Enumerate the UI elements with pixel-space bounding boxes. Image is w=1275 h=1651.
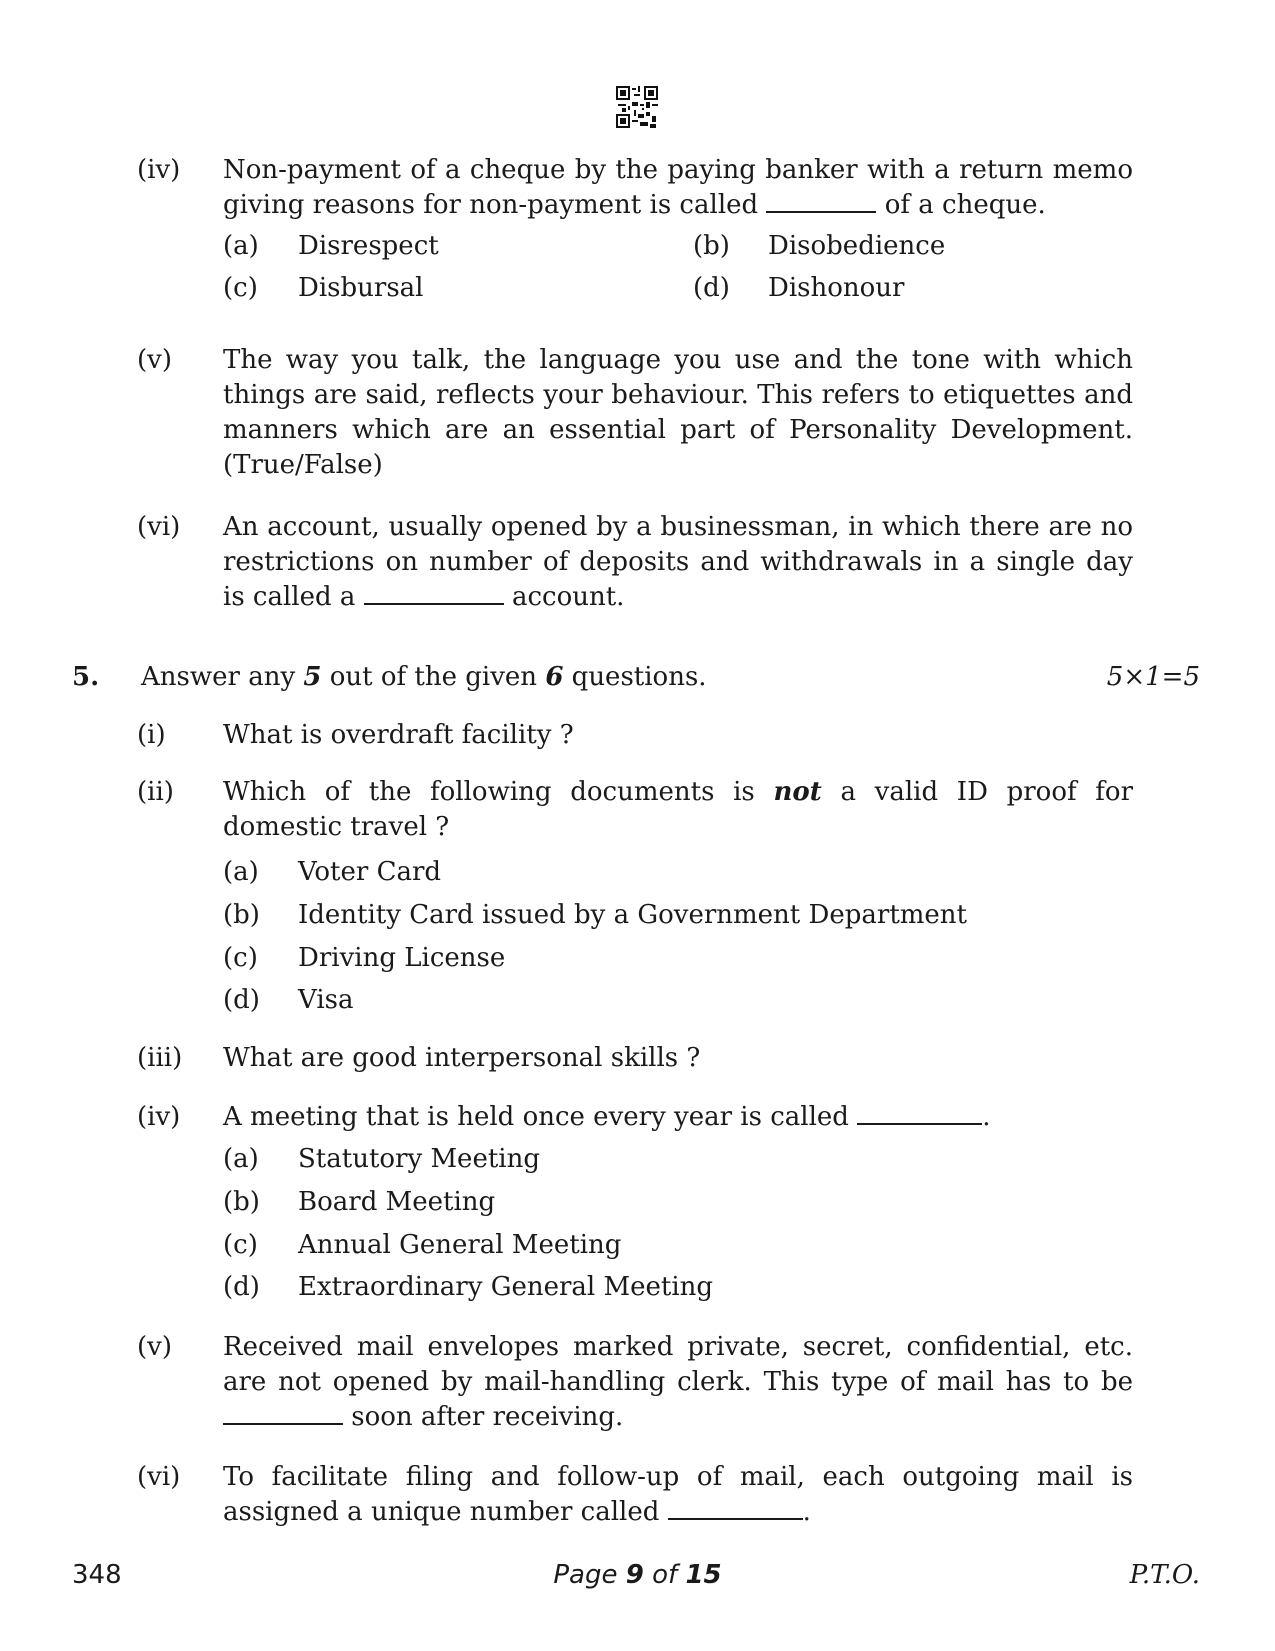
question-number: (iv)	[137, 155, 181, 185]
pto-label: P.T.O.	[1129, 1560, 1200, 1590]
question-text: To facilitate filing and follow-up of mail, each outgoing mail is assigned a unique number called .	[223, 1462, 1133, 1527]
question-number: (i)	[137, 720, 166, 750]
question-text: The way you talk, the language you use and the tone with which things are said, reflects your behaviour. This refers to etiquettes and manners which are an essential part of Personality Development. (True/False)	[223, 345, 1133, 480]
question-number: (iii)	[137, 1043, 183, 1073]
section-number: 5.	[72, 662, 100, 692]
question-number: (ii)	[137, 777, 174, 807]
question-text: Which of the following documents is not a valid ID proof for domestic travel ?	[223, 777, 1134, 842]
section-instruction: Answer any 5 out of the given 6 questions.	[141, 662, 707, 692]
section-marks: 5×1=5	[1106, 662, 1200, 692]
page-number: Page 9 of 15	[553, 1560, 722, 1590]
question-number: (vi)	[137, 512, 181, 542]
qr-code	[616, 86, 658, 128]
question-text: An account, usually opened by a businessman, in which there are no restrictions on number of deposits and withdrawals in a single day is called a account.	[223, 512, 1133, 612]
answer-blank	[766, 189, 876, 213]
answer-blank	[857, 1101, 982, 1125]
answer-blank	[364, 581, 504, 605]
question-text: Received mail envelopes marked private, secret, confidential, etc. are not opened by mail-handling clerk. This type of mail has to be soon after receiving.	[223, 1332, 1133, 1432]
question-text: What is overdraft facility ?	[223, 720, 574, 750]
paper-code: 348	[72, 1560, 122, 1590]
question-number: (v)	[137, 1332, 172, 1362]
question-number: (iv)	[137, 1102, 181, 1132]
question-text: A meeting that is held once every year is called .	[223, 1102, 991, 1132]
question-text: Non-payment of a cheque by the paying banker with a return memo giving reasons for non-payment is called of a cheque.	[223, 155, 1133, 220]
answer-blank	[668, 1496, 803, 1520]
question-number: (v)	[137, 345, 172, 375]
question-text: What are good interpersonal skills ?	[223, 1043, 701, 1073]
question-number: (vi)	[137, 1462, 181, 1492]
answer-blank	[223, 1401, 343, 1425]
